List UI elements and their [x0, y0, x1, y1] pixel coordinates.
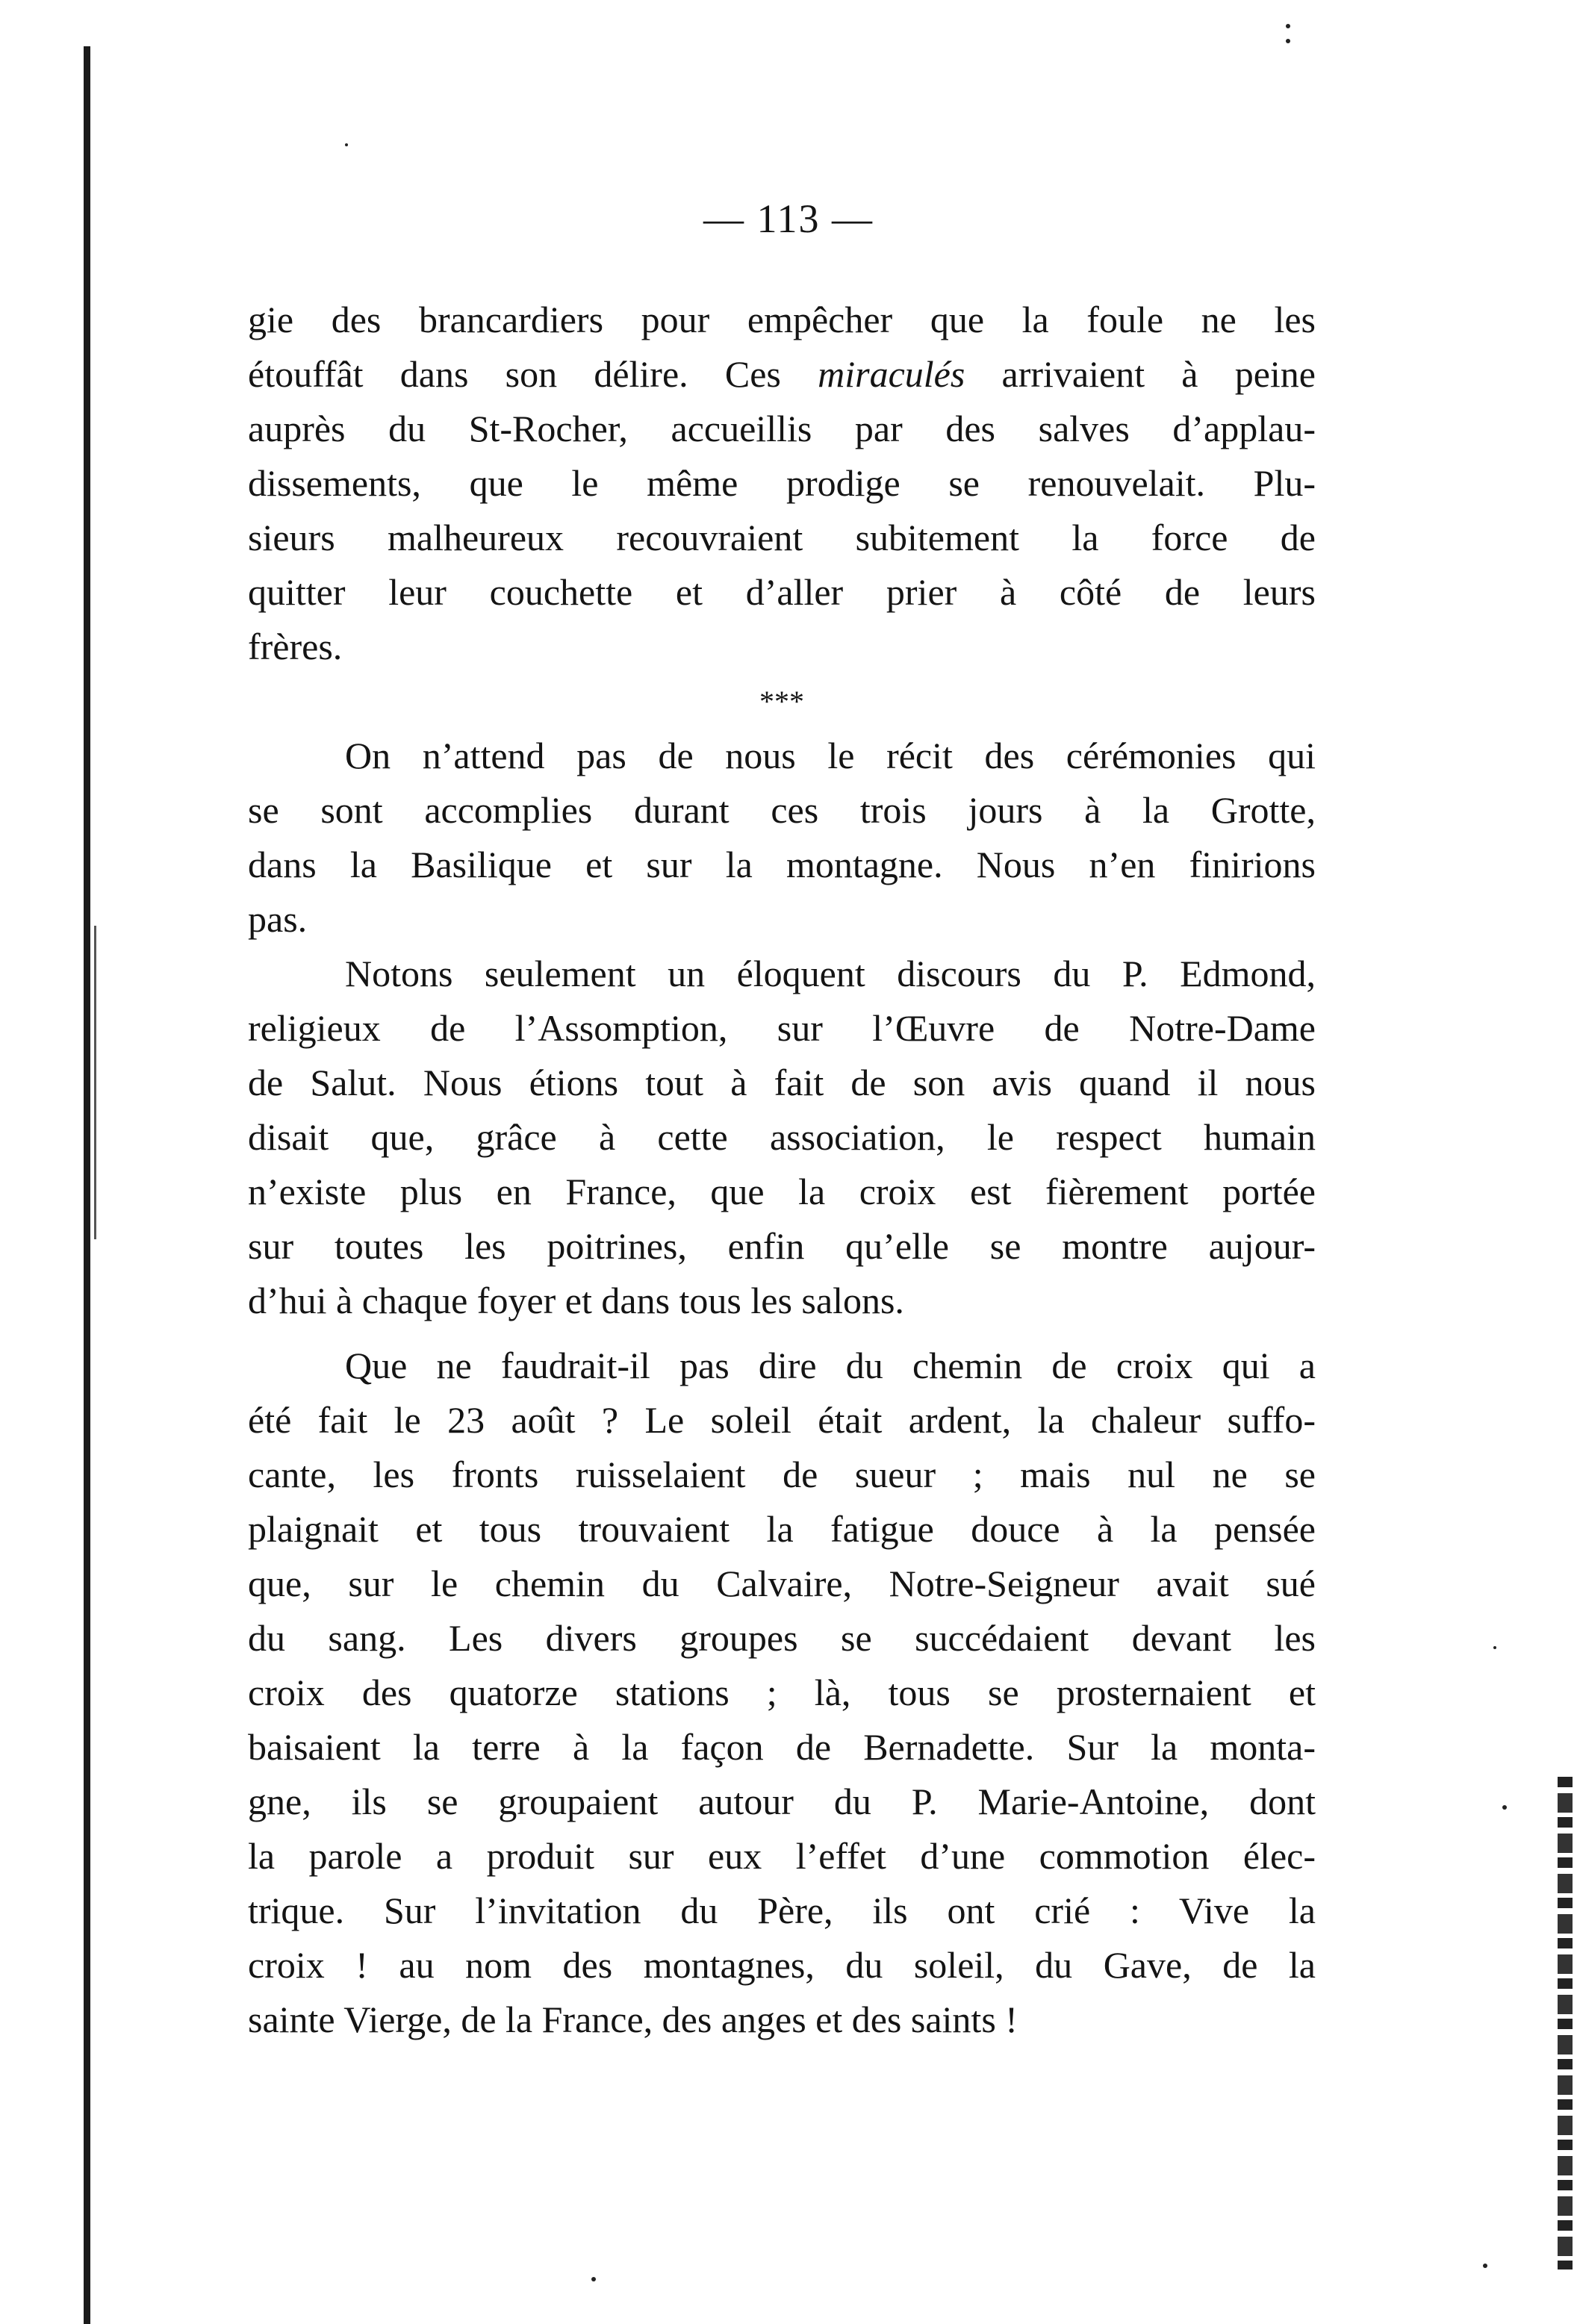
- text-line: gie des brancardiers pour empêcher que la foule ne les: [248, 299, 1316, 340]
- fore-edge-artifact: [1558, 1777, 1573, 2270]
- text-line: cante, les fronts ruisselaient de sueur ; mais nul ne se: [248, 1454, 1316, 1495]
- text-line: Notons seulement un éloquent discours du P. Edmond,: [345, 953, 1316, 994]
- text-line: sur toutes les poitrines, enfin qu’elle se montre aujour-: [248, 1225, 1316, 1267]
- text-line: disait que, grâce à cette association, le respect humain: [248, 1116, 1316, 1158]
- text-line: trique. Sur l’invitation du Père, ils ont crié : Vive la: [248, 1890, 1316, 1931]
- text-line: que, sur le chemin du Calvaire, Notre-Seigneur avait sué: [248, 1563, 1316, 1604]
- scan-speck: [1502, 1805, 1507, 1810]
- text-line: se sont accomplies durant ces trois jours à la Grotte,: [248, 789, 1316, 831]
- text-line: sieurs malheureux recouvraient subitement la force de: [248, 517, 1316, 558]
- scan-speck: [1286, 24, 1290, 28]
- text-line: pas.: [248, 898, 308, 940]
- scan-speck: [345, 143, 348, 146]
- italic-word: miraculés: [818, 353, 965, 395]
- section-separator-asterisks: ***: [759, 685, 804, 718]
- page-number: — 113 —: [703, 196, 874, 241]
- binding-edge: [84, 46, 90, 2324]
- text-line: croix ! au nom des montagnes, du soleil, du Gave, de la: [248, 1944, 1316, 1986]
- text-line: Que ne faudrait-il pas dire du chemin de croix qui a: [345, 1345, 1316, 1386]
- text-line: plaignait et tous trouvaient la fatigue douce à la pensée: [248, 1508, 1316, 1550]
- body-text: [248, 293, 1316, 2047]
- scan-speck: [1483, 2264, 1487, 2268]
- text-line: baisaient la terre à la façon de Bernadette. Sur la monta-: [248, 1726, 1316, 1768]
- text-line: de Salut. Nous étions tout à fait de son avis quand il nous: [248, 1062, 1316, 1103]
- text-line: d’hui à chaque foyer et dans tous les salons.: [248, 1280, 904, 1321]
- text-line: religieux de l’Assomption, sur l’Œuvre de Notre-Dame: [248, 1007, 1316, 1049]
- text-line: du sang. Les divers groupes se succédaient devant les: [248, 1617, 1316, 1659]
- text-line: été fait le 23 août ? Le soleil était ardent, la chaleur suffo-: [248, 1399, 1316, 1441]
- scan-speck: [591, 2277, 596, 2281]
- binding-edge-shadow: [94, 926, 96, 1239]
- text-line: On n’attend pas de nous le récit des cérémonies qui: [345, 735, 1316, 776]
- scan-speck: [1286, 39, 1290, 43]
- scan-speck: [1493, 1646, 1496, 1649]
- text-line: dissements, que le même prodige se renouvelait. Plu-: [248, 462, 1316, 504]
- text-line: frères.: [248, 626, 343, 667]
- text-line: dans la Basilique et sur la montagne. Nous n’en finirions: [248, 844, 1316, 885]
- text-line: quitter leur couchette et d’aller prier à côté de leurs: [248, 571, 1316, 613]
- text-line: n’existe plus en France, que la croix est fièrement portée: [248, 1171, 1316, 1212]
- text-line: auprès du St-Rocher, accueillis par des salves d’applau-: [248, 408, 1316, 449]
- text-line: étouffât dans son délire. Ces miraculés arrivaient à peine: [248, 353, 1316, 395]
- text-line: gne, ils se groupaient autour du P. Marie-Antoine, dont: [248, 1781, 1316, 1822]
- text-line: la parole a produit sur eux l’effet d’une commotion élec-: [248, 1835, 1316, 1877]
- text-line: croix des quatorze stations ; là, tous se prosternaient et: [248, 1672, 1316, 1713]
- text-line: sainte Vierge, de la France, des anges et des saints !: [248, 1999, 1018, 2040]
